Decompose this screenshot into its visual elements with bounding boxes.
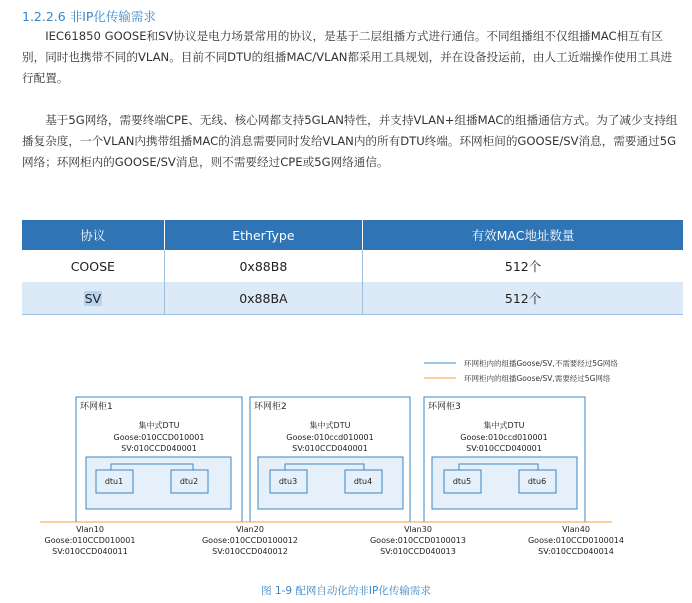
cabinet-name: 环网柜2 — [254, 402, 287, 412]
vlan-name: Vlan40 — [562, 525, 590, 534]
cabinet-name: 环网柜1 — [80, 402, 113, 412]
dtu-title: 集中式DTU — [138, 421, 180, 430]
cell-ethertype: 0x88B8 — [164, 250, 362, 282]
vlan-sv: SV:010CCD040011 — [52, 547, 128, 556]
cabinet-goose: Goose:010CCD010001 — [113, 433, 205, 442]
table-row — [22, 282, 683, 315]
table-row — [22, 250, 683, 282]
vlan-goose: Goose:010CCD0100014 — [527, 536, 625, 545]
dtu-label: dtu5 — [452, 477, 472, 486]
vlan-sv: SV:010CCD040014 — [538, 547, 614, 556]
vlan-goose: Goose:010CCD0100013 — [369, 536, 467, 545]
cell-protocol — [22, 282, 164, 315]
vlan-goose: Goose:010CCD0100012 — [201, 536, 299, 545]
cabinet-sv: SV:010CCD040001 — [121, 444, 197, 453]
section-heading: 1.2.2.6 非IP化传输需求 — [22, 9, 156, 24]
cell-ethertype: 0x88BA — [164, 282, 362, 315]
dtu-label: dtu4 — [353, 477, 373, 486]
cabinet-goose: Goose:010ccd010001 — [460, 433, 548, 442]
header-ethertype: EtherType — [164, 220, 362, 250]
vlan-name: Vlan30 — [404, 525, 432, 534]
network-diagram — [0, 350, 692, 565]
vlan-sv: SV:010CCD040012 — [212, 547, 288, 556]
dtu-label: dtu2 — [179, 477, 199, 486]
cabinet-name: 环网柜3 — [428, 402, 461, 412]
cabinet-1 — [76, 397, 242, 522]
dtu-label: dtu3 — [278, 477, 298, 486]
selected-text[interactable]: SV — [84, 290, 102, 306]
vlan-40 — [528, 525, 624, 556]
paragraph-1: IEC61850 GOOSE和SV协议是电力场景常用的协议，是基于二层组播方式进行通信。不同组播组不仅组播MAC相互有区别，同时也携带不同的VLAN。目前不同DTU的组播MAC/VLAN都采用工具规划，并在设备投运前，由人工近端操作使用工具进行配置。 — [22, 29, 673, 85]
vlan-20 — [202, 525, 298, 556]
vlan-goose: Goose:010CCD010001 — [44, 536, 136, 545]
dtu-label: dtu6 — [527, 477, 547, 486]
vlan-30 — [370, 525, 466, 556]
vlan-name: Vlan10 — [76, 525, 104, 534]
cell-protocol: COOSE — [22, 250, 164, 282]
table-header-row — [22, 220, 683, 250]
vlan-name: Vlan20 — [236, 525, 264, 534]
paragraph-2: 基于5G网络，需要终端CPE、无线、核心网都支持5GLAN特性，并支持VLAN+组播MAC的组播通信方式。为了减少支持组播复杂度，一个VLAN内携带组播MAC的消息需要同时发给VLAN内的所有DTU终端。环网柜间的GOOSE/SV消息，需要通过5G网络；环网柜内的GOOSE/SV消息，则不需要经过CPE或5G网络通信。 — [22, 113, 678, 169]
dtu-label: dtu1 — [104, 477, 124, 486]
legend-label-blue: 环网柜内的组播Goose/SV,不需要经过5G网络 — [464, 359, 618, 368]
header-protocol: 协议 — [22, 220, 164, 250]
dtu-title: 集中式DTU — [309, 421, 351, 430]
cabinet-2 — [250, 397, 410, 522]
cell-mac-count: 512个 — [363, 282, 683, 315]
vlan-sv: SV:010CCD040013 — [380, 547, 456, 556]
cell-mac-count: 512个 — [363, 250, 683, 282]
header-mac-count: 有效MAC地址数量 — [363, 220, 683, 250]
vlan-10 — [45, 525, 136, 556]
cabinet-sv: SV:010CCD040001 — [466, 444, 542, 453]
legend-label-orange: 环网柜内的组播Goose/SV,需要经过5G网络 — [464, 374, 611, 383]
figure-caption: 图 1-9 配网自动化的非IP化传输需求 — [261, 585, 431, 597]
cabinet-3 — [424, 397, 585, 522]
dtu-title: 集中式DTU — [483, 421, 525, 430]
cabinet-sv: SV:010CCD040001 — [292, 444, 368, 453]
protocol-table — [22, 220, 683, 315]
cabinet-goose: Goose:010ccd010001 — [286, 433, 374, 442]
